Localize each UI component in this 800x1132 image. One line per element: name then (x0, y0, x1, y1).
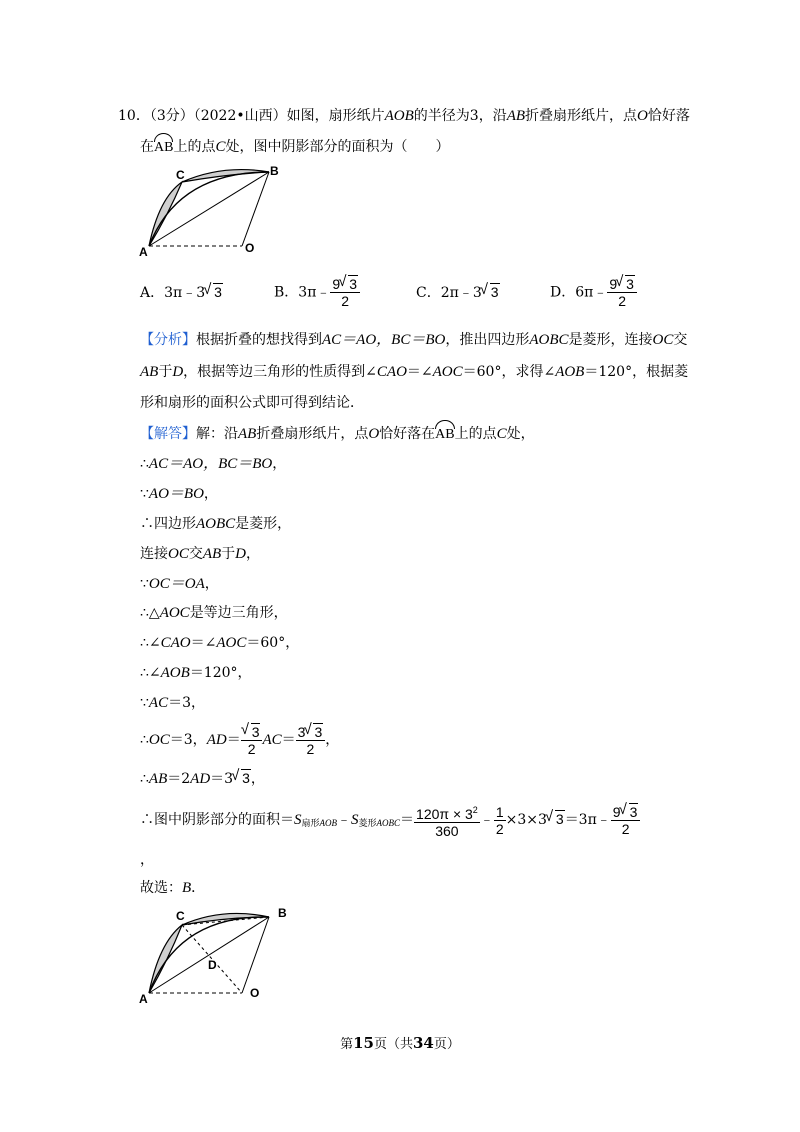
var-o: O (637, 108, 648, 124)
option-text: 2π﹣3 (440, 285, 482, 301)
page-number: 15 (353, 1034, 374, 1052)
page-footer: 第15页（共34页） (340, 1034, 460, 1052)
question-text: 恰好落 (647, 108, 690, 124)
analysis-line-3: 形和扇形的面积公式即可得到结论． (140, 395, 364, 411)
solution-line-6: ∵OC＝OA， (140, 576, 219, 592)
option-text: 6π﹣ (575, 284, 608, 301)
label-c: C (176, 168, 185, 182)
option-letter: D． (550, 284, 576, 301)
label-o: O (245, 241, 255, 255)
fraction: $\frac{9√ 3}{2}$ (611, 804, 641, 837)
question-text: 处，图中阴影部分的面积为（ ） (225, 139, 450, 155)
question-figure (138, 160, 308, 260)
solution-line-12: ∴AB＝2AD＝3√ 3， (140, 768, 265, 789)
label-d: D (208, 958, 217, 972)
solution-line-3: ∵AO＝BO， (140, 486, 218, 502)
solution-line-5: 连接OC交AB于D， (140, 546, 261, 562)
option-letter: C． (416, 285, 441, 301)
option-text: 3π﹣3 (164, 285, 206, 301)
sqrt: √ 3 (482, 282, 500, 302)
question-text: 如图，扇形纸片 (286, 108, 385, 124)
fraction: √ $\frac{3}{2}$ (241, 724, 263, 757)
solution-line-14: ， (140, 852, 154, 868)
solution-line-7: ∴△AOC是等边三角形， (140, 605, 288, 621)
label-b: B (270, 164, 279, 178)
segment-ob (242, 172, 269, 246)
solution-line-13: ∴图中阴影部分的面积$=S_{扇形AOB}﹣S_{菱形AOBC}=$ $\frac{120\pi \times 3^2}{360}$ ﹣ $\frac{1}{2}$ ×3×3√ 3＝3π﹣ $\frac{9√ 3}{2}$ (140, 800, 640, 843)
label-a: A (139, 245, 148, 259)
solution-line-9: ∴∠AOB＝120°， (140, 665, 252, 681)
option-letter: A． (140, 285, 165, 301)
shaded-region-top (182, 913, 269, 925)
solution-line-10: ∵AC＝3， (140, 695, 206, 711)
arc-ab-label: AB (154, 138, 173, 158)
fraction: $\frac{9√ 3}{2}$ (330, 276, 360, 309)
page-total: 34 (413, 1034, 434, 1052)
var-c: C (215, 139, 226, 155)
option-a (140, 282, 223, 303)
question-text: 折叠扇形纸片，点 (525, 108, 638, 124)
question-line-2 (140, 137, 449, 158)
question-text: 上的点 (173, 139, 216, 155)
sqrt: √ 3 (205, 282, 223, 302)
label-o: O (250, 986, 260, 1000)
solution-line-4: ∴四边形AOBC是菱形， (140, 516, 292, 532)
question-line-1 (118, 106, 690, 126)
fraction: $\frac{3√ 3}{2}$ (296, 724, 326, 757)
option-letter: B． (274, 284, 299, 301)
solution-line-8: ∴∠CAO＝∠AOC＝60°， (140, 635, 300, 651)
arc-ab-label: AB (435, 425, 454, 445)
fraction: $\frac{9√ 3}{2}$ (607, 276, 637, 309)
option-d (550, 276, 637, 309)
sqrt: √ 3 (547, 800, 565, 838)
solution-line-2: ∴AC＝AO，BC＝BO， (140, 456, 287, 472)
fraction: $\frac{1}{2}$ (495, 803, 504, 837)
option-text: 3π﹣ (298, 284, 331, 301)
segment-ob (242, 917, 269, 993)
solution-figure (138, 905, 308, 1005)
solution-line-1: 【解答】解：沿AB折叠扇形纸片，点O恰好落在AB上的点C处， (140, 424, 535, 445)
option-c (416, 282, 500, 303)
var-aob: AOB (384, 108, 414, 124)
fraction: $\frac{120\pi \times 3^2}{360}$ (414, 802, 480, 839)
label-b: B (278, 906, 287, 920)
question-text: 的半径为3，沿 (413, 108, 507, 124)
question-meta: （3分）（2022•山西） (149, 108, 287, 124)
analysis-line-1: 【分析】根据折叠的想找得到AC＝AO，BC＝BO，推出四边形AOBC是菱形，连接OC交 (140, 332, 688, 348)
var-ab: AB (506, 108, 526, 124)
option-b (274, 276, 360, 309)
analysis-tag: 【分析】 (140, 332, 196, 348)
sqrt: √ 3 (233, 768, 251, 788)
solution-line-15: 故选：B． (140, 880, 206, 896)
solution-line-11: ∴OC＝3，AD＝ √ $\frac{3}{2}$ AC＝ $\frac{3√ 3}{2}$ ， (140, 722, 339, 758)
analysis-line-2: AB于D，根据等边三角形的性质得到∠CAO＝∠AOC＝60°，求得∠AOB＝120°，根据菱 (140, 364, 689, 380)
question-number: 10． (118, 108, 150, 124)
question-text: 在 (140, 139, 154, 155)
label-a: A (139, 992, 148, 1005)
label-c: C (176, 909, 185, 923)
solution-tag: 【解答】 (140, 426, 196, 442)
